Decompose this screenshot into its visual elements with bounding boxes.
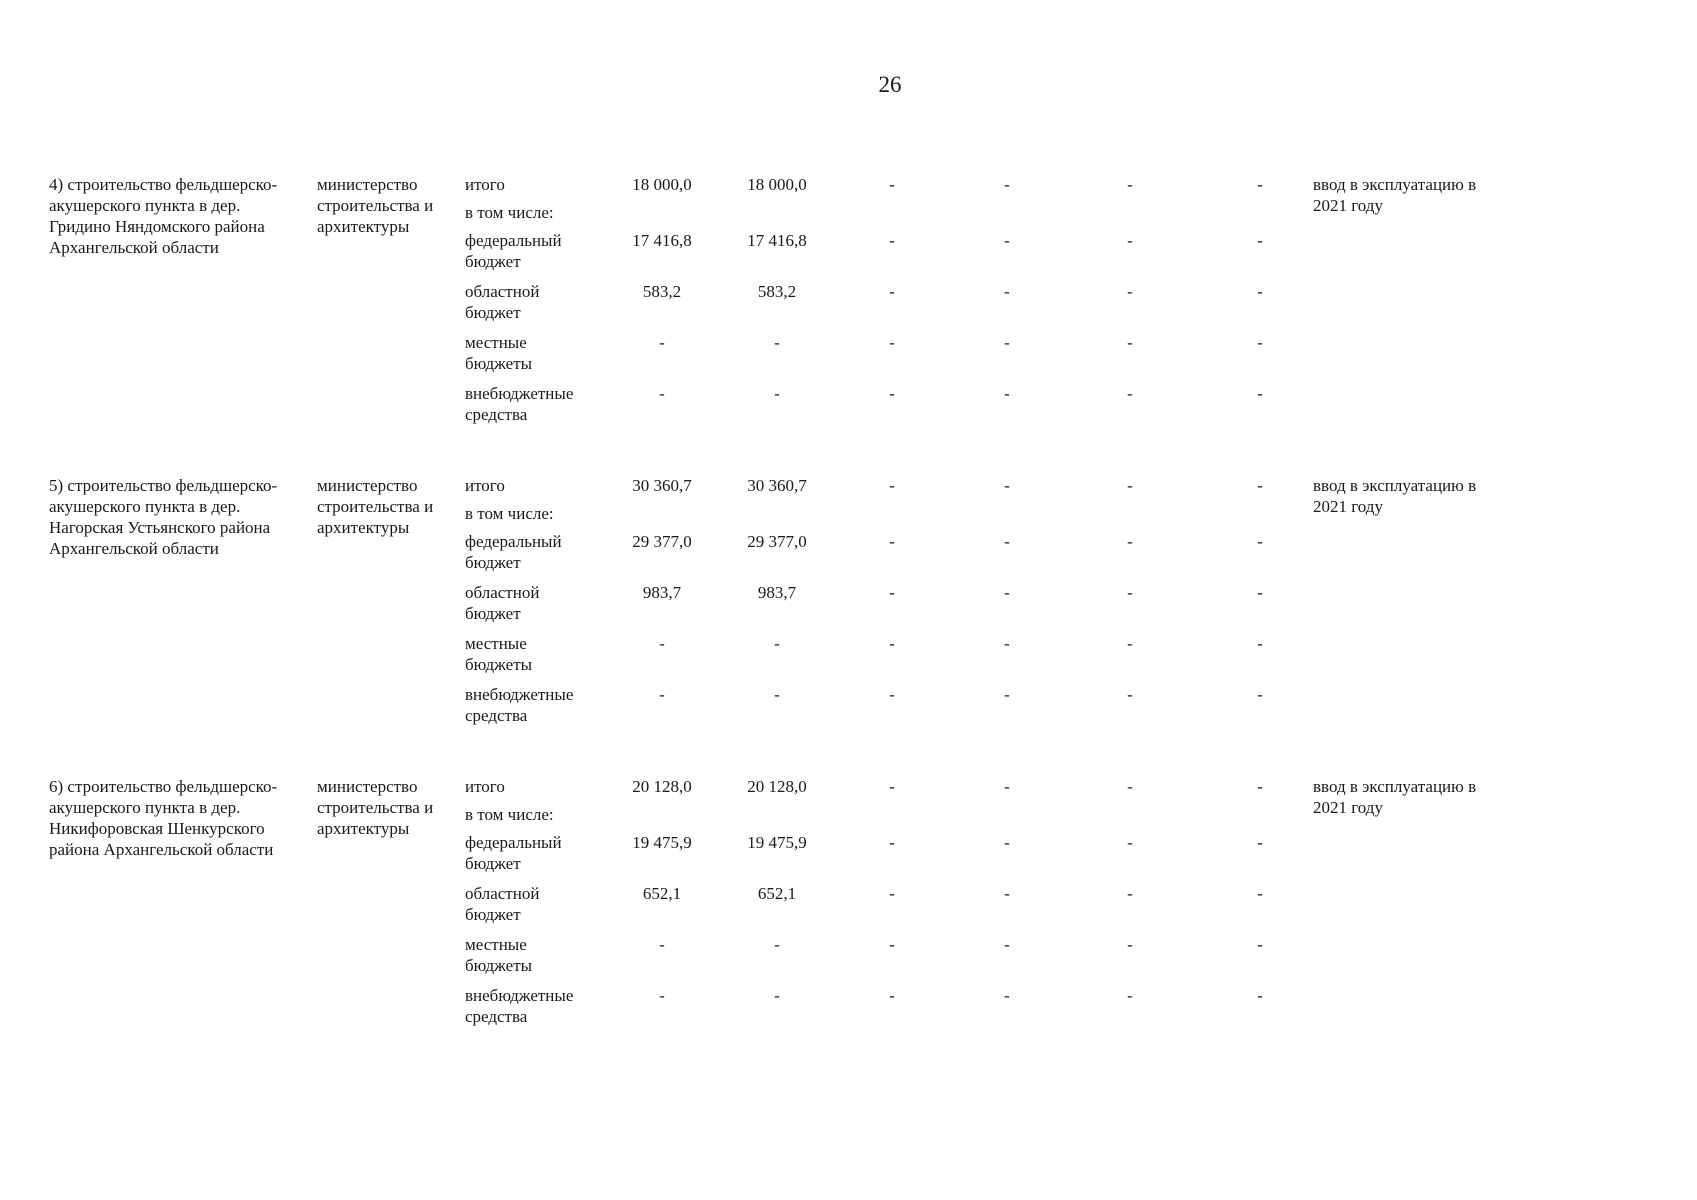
value-cell: -	[1127, 231, 1133, 250]
value-cell: -	[1257, 986, 1263, 1005]
value-cell: -	[889, 777, 895, 796]
value-cell: -	[1004, 282, 1010, 301]
value-cell: -	[1004, 532, 1010, 551]
table-row	[49, 174, 1609, 475]
value-cell: -	[1257, 231, 1263, 250]
value-cell: -	[889, 986, 895, 1005]
source-row-including	[465, 202, 1365, 230]
value-cell: -	[1004, 476, 1010, 495]
source-row-local	[465, 934, 1365, 985]
value-cell: -	[1127, 175, 1133, 194]
source-row-regional	[465, 281, 1365, 332]
value-cell: -	[1257, 532, 1263, 551]
source-row-federal	[465, 832, 1365, 883]
funding-sources	[465, 776, 1365, 1036]
source-row-extrabudgetary	[465, 985, 1365, 1036]
value-cell: -	[1257, 282, 1263, 301]
measure-name: 6) строительство фельдшерско-акушерского пункта в дер. Никифоровская Шенкурского района Архангельской области	[49, 777, 278, 859]
value-cell: -	[889, 685, 895, 704]
value-cell: -	[774, 935, 780, 954]
source-label: федеральный бюджет	[465, 833, 562, 873]
value-cell: -	[1004, 384, 1010, 403]
value-cell: 17 416,8	[747, 231, 807, 250]
source-label: местные бюджеты	[465, 935, 533, 975]
source-row-federal	[465, 531, 1365, 582]
value-cell: 583,2	[757, 282, 797, 301]
value-cell: 583,2	[642, 282, 682, 301]
source-row-total	[465, 475, 1365, 503]
value-cell: -	[1127, 532, 1133, 551]
source-label: областной бюджет	[465, 583, 540, 623]
value-cell: -	[1257, 935, 1263, 954]
value-cell: -	[774, 333, 780, 352]
value-cell: -	[1004, 935, 1010, 954]
value-cell: -	[1004, 583, 1010, 602]
value-cell: 30 360,7	[632, 476, 692, 495]
measure-name: 4) строительство фельдшерско-акушерского пункта в дер. Гридино Няндомского района Архангельской области	[49, 175, 278, 257]
source-row-local	[465, 332, 1365, 383]
value-cell: -	[1004, 884, 1010, 903]
program-table	[49, 174, 1609, 1077]
value-cell: -	[1257, 175, 1263, 194]
table-row	[49, 475, 1609, 776]
source-label: областной бюджет	[465, 282, 540, 322]
page-number: 26	[878, 72, 902, 97]
measure-name: 5) строительство фельдшерско-акушерского пункта в дер. Нагорская Устьянского района Архангельской области	[49, 476, 278, 558]
value-cell: -	[1127, 634, 1133, 653]
value-cell: -	[1004, 231, 1010, 250]
value-cell: -	[659, 634, 665, 653]
source-row-regional	[465, 582, 1365, 633]
value-cell: -	[659, 986, 665, 1005]
source-label: итого	[465, 175, 505, 194]
value-cell: -	[659, 384, 665, 403]
value-cell: 19 475,9	[747, 833, 807, 852]
value-cell: -	[1257, 685, 1263, 704]
value-cell: 30 360,7	[747, 476, 807, 495]
source-label: областной бюджет	[465, 884, 540, 924]
value-cell: -	[889, 583, 895, 602]
value-cell: -	[1127, 685, 1133, 704]
source-label: федеральный бюджет	[465, 231, 562, 271]
value-cell: -	[1127, 986, 1133, 1005]
value-cell: 18 000,0	[747, 175, 807, 194]
value-cell: -	[889, 384, 895, 403]
value-cell: -	[659, 685, 665, 704]
value-cell: -	[889, 833, 895, 852]
source-label: внебюджетные средства	[465, 685, 574, 725]
value-cell: -	[1257, 384, 1263, 403]
value-cell: -	[889, 476, 895, 495]
value-cell: -	[1257, 476, 1263, 495]
expected-result: ввод в эксплуатацию в 2021 году	[1313, 476, 1477, 516]
value-cell: -	[1127, 833, 1133, 852]
source-label: итого	[465, 476, 505, 495]
value-cell: -	[774, 986, 780, 1005]
funding-sources	[465, 174, 1365, 434]
value-cell: -	[1127, 476, 1133, 495]
source-label: местные бюджеты	[465, 333, 533, 373]
value-cell: -	[1127, 935, 1133, 954]
expected-result: ввод в эксплуатацию в 2021 году	[1313, 175, 1477, 215]
funding-sources	[465, 475, 1365, 735]
expected-result: ввод в эксплуатацию в 2021 году	[1313, 777, 1477, 817]
value-cell: -	[774, 634, 780, 653]
value-cell: -	[774, 685, 780, 704]
table-row	[49, 776, 1609, 1077]
responsible-organization: министерство строительства и архитектуры	[317, 777, 434, 838]
value-cell: -	[1257, 777, 1263, 796]
source-label: в том числе:	[465, 805, 554, 824]
value-cell: -	[889, 884, 895, 903]
value-cell: -	[1257, 833, 1263, 852]
source-row-extrabudgetary	[465, 684, 1365, 735]
value-cell: -	[1004, 833, 1010, 852]
value-cell: -	[1004, 986, 1010, 1005]
value-cell: 20 128,0	[632, 777, 692, 796]
value-cell: -	[1127, 884, 1133, 903]
value-cell: -	[1257, 634, 1263, 653]
value-cell: -	[889, 333, 895, 352]
value-cell: 29 377,0	[632, 532, 692, 551]
source-row-extrabudgetary	[465, 383, 1365, 434]
value-cell: -	[1257, 884, 1263, 903]
value-cell: 17 416,8	[632, 231, 692, 250]
value-cell: -	[1127, 583, 1133, 602]
value-cell: -	[1127, 777, 1133, 796]
source-row-total	[465, 776, 1365, 804]
value-cell: -	[1257, 333, 1263, 352]
value-cell: -	[1004, 175, 1010, 194]
value-cell: -	[1127, 333, 1133, 352]
value-cell: -	[774, 384, 780, 403]
value-cell: -	[889, 231, 895, 250]
source-label: внебюджетные средства	[465, 986, 574, 1026]
value-cell: -	[1004, 333, 1010, 352]
value-cell: -	[889, 532, 895, 551]
source-row-local	[465, 633, 1365, 684]
value-cell: -	[1004, 685, 1010, 704]
value-cell: 20 128,0	[747, 777, 807, 796]
source-label: федеральный бюджет	[465, 532, 562, 572]
source-row-regional	[465, 883, 1365, 934]
source-row-total	[465, 174, 1365, 202]
value-cell: -	[1127, 282, 1133, 301]
responsible-organization: министерство строительства и архитектуры	[317, 175, 434, 236]
value-cell: 983,7	[757, 583, 797, 602]
value-cell: -	[1004, 634, 1010, 653]
responsible-organization: министерство строительства и архитектуры	[317, 476, 434, 537]
source-label: в том числе:	[465, 504, 554, 523]
value-cell: 983,7	[642, 583, 682, 602]
value-cell: 29 377,0	[747, 532, 807, 551]
source-row-federal	[465, 230, 1365, 281]
value-cell: -	[889, 935, 895, 954]
source-label: внебюджетные средства	[465, 384, 574, 424]
source-label: итого	[465, 777, 505, 796]
source-label: в том числе:	[465, 203, 554, 222]
value-cell: 652,1	[642, 884, 682, 903]
source-row-including	[465, 804, 1365, 832]
value-cell: 19 475,9	[632, 833, 692, 852]
source-row-including	[465, 503, 1365, 531]
source-label: местные бюджеты	[465, 634, 533, 674]
value-cell: -	[889, 282, 895, 301]
value-cell: -	[889, 634, 895, 653]
value-cell: -	[659, 935, 665, 954]
value-cell: -	[1127, 384, 1133, 403]
value-cell: -	[1257, 583, 1263, 602]
value-cell: -	[659, 333, 665, 352]
value-cell: 18 000,0	[632, 175, 692, 194]
value-cell: -	[1004, 777, 1010, 796]
value-cell: -	[889, 175, 895, 194]
value-cell: 652,1	[757, 884, 797, 903]
